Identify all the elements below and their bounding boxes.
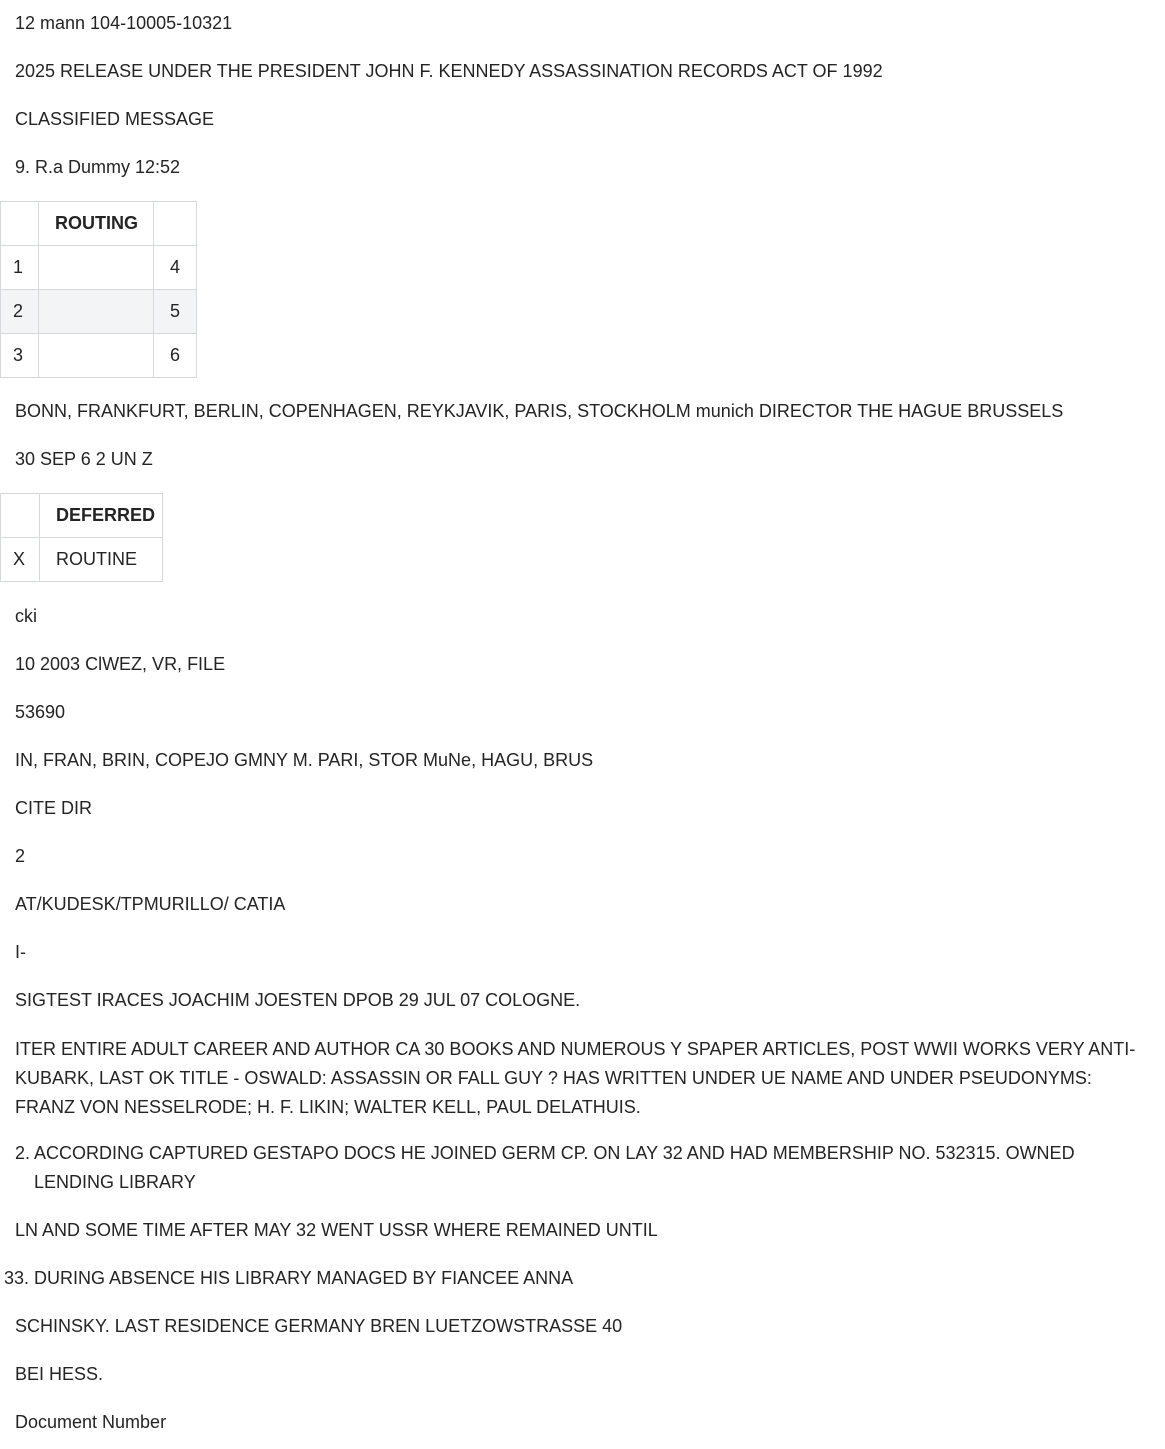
- text-line: LN AND SOME TIME AFTER MAY 32 WENT USSR WHERE REMAINED UNTIL: [15, 1220, 658, 1240]
- precedence-table: [0, 493, 163, 582]
- text-line: I-: [15, 942, 26, 962]
- table-cell: 5: [154, 290, 197, 334]
- info-line: 10 2003 ClWEZ, VR, FILE: [15, 654, 226, 674]
- career-paragraph: ITER ENTIRE ADULT CAREER AND AUTHOR CA 30 BOOKS AND NUMEROUS Y SPAPER ARTICLES, POST WWII WORKS VERY ANTI-KUBARK, LAST OK TITLE - OSWALD: ASSASSIN OR FALL GUY ? HAS WRITTEN UNDER UE NAME AND UNDER PSEUDONYMS: FRANZ VON NESSELRODE; H. F. LIKIN; WALTER KELL, PAUL DELATHUIS.: [15, 1039, 1136, 1117]
- numbered-item-2: [15, 1139, 1150, 1197]
- table-row: [1, 290, 197, 334]
- deferred-header: DEFERRED: [40, 494, 163, 538]
- table-header-cell: [1, 494, 40, 538]
- table-row: [1, 334, 197, 378]
- table-cell: 6: [154, 334, 197, 378]
- text-line: BEI HESS.: [15, 1364, 104, 1384]
- table-header-row: [1, 202, 197, 246]
- cite-line: CITE DIR: [15, 798, 93, 818]
- routing-header: ROUTING: [39, 202, 154, 246]
- table-row: [1, 246, 197, 290]
- precedence-value: ROUTINE: [40, 538, 163, 582]
- message-number: 53690: [15, 702, 66, 722]
- item-number: 2.: [15, 1143, 31, 1163]
- item-number: 33.: [4, 1268, 30, 1288]
- table-cell: [39, 246, 154, 290]
- dummy-line: 9. R.a Dummy 12:52: [15, 157, 181, 177]
- table-row: [1, 538, 163, 582]
- document-id-line: 12 mann 104-10005-10321: [15, 13, 233, 33]
- table-header-row: [1, 494, 163, 538]
- document-number-label: Document Number: [15, 1412, 167, 1432]
- numbered-item-33: [4, 1264, 1004, 1293]
- text-line: cki: [15, 606, 37, 626]
- release-line: 2025 RELEASE UNDER THE PRESIDENT JOHN F. KENNEDY ASSASSINATION RECORDS ACT OF 1992: [15, 61, 883, 81]
- table-cell: 4: [154, 246, 197, 290]
- date-line: 30 SEP 6 2 UN Z: [15, 449, 153, 469]
- table-cell: 3: [1, 334, 39, 378]
- table-header-cell: [1, 202, 39, 246]
- table-header-cell: [154, 202, 197, 246]
- table-cell: 2: [1, 290, 39, 334]
- classification-line: CLASSIFIED MESSAGE: [15, 109, 215, 129]
- subject-line: SIGTEST IRACES JOACHIM JOESTEN DPOB 29 JUL 07 COLOGNE.: [15, 990, 581, 1010]
- table-cell: [39, 334, 154, 378]
- table-cell: 1: [1, 246, 39, 290]
- residence-line: SCHINSKY. LAST RESIDENCE GERMANY BREN LUETZOWSTRASSE 40: [15, 1316, 623, 1336]
- addressees-line: BONN, FRANKFURT, BERLIN, COPENHAGEN, REYKJAVIK, PARIS, STOCKHOLM munich DIRECTOR THE HAGUE BRUSSELS: [15, 401, 1064, 421]
- text-line: 2: [15, 846, 26, 866]
- item-text: DURING ABSENCE HIS LIBRARY MANAGED BY FIANCEE ANNA: [34, 1268, 574, 1288]
- table-cell: [39, 290, 154, 334]
- slug-line: AT/KUDESK/TPMURILLO/ CATIA: [15, 894, 286, 914]
- abbreviated-addressees: IN, FRAN, BRIN, COPEJO GMNY M. PARI, STOR MuNe, HAGU, BRUS: [15, 750, 594, 770]
- precedence-mark: X: [1, 538, 40, 582]
- item-text: ACCORDING CAPTURED GESTAPO DOCS HE JOINED GERM CP. ON LAY 32 AND HAD MEMBERSHIP NO. 532315. OWNED LENDING LIBRARY: [34, 1143, 1075, 1192]
- routing-table: [0, 201, 197, 378]
